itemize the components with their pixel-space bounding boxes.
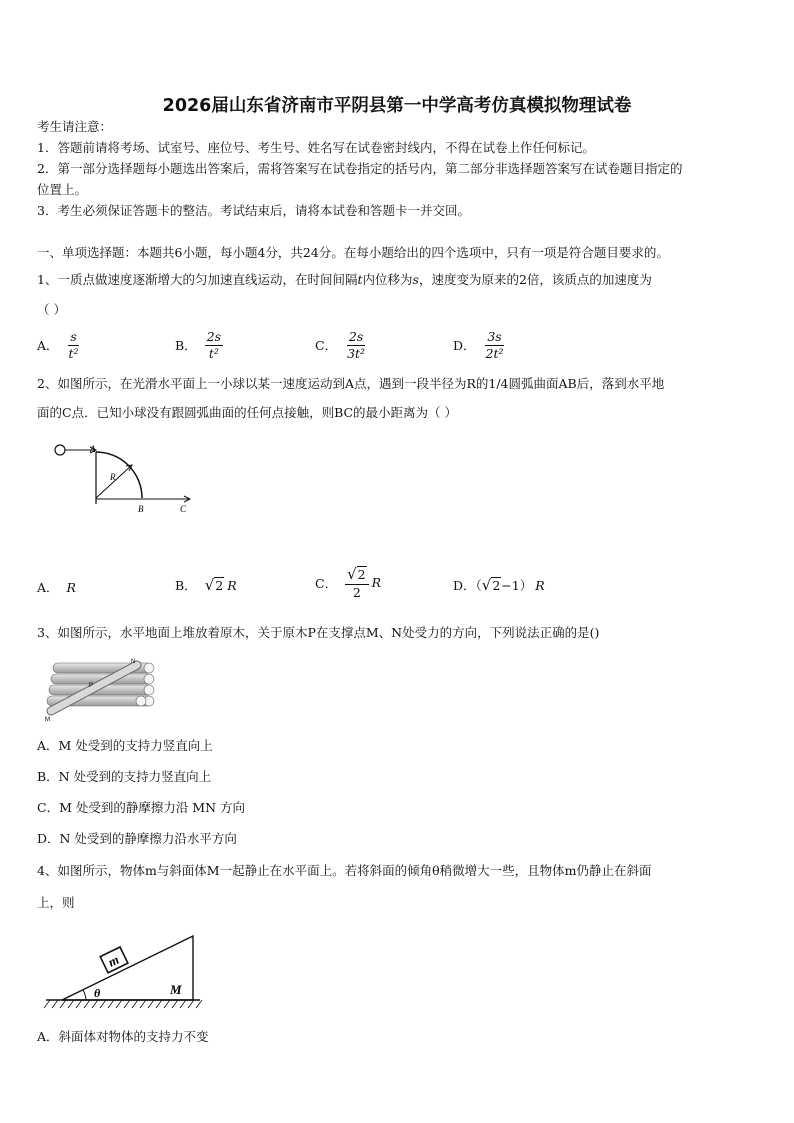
label-p: P xyxy=(89,683,94,689)
q3-option-c[interactable]: C．M 处受到的静摩擦力沿 MN 方向 xyxy=(37,800,246,815)
q4-option-a[interactable]: A．斜面体对物体的支持力不变 xyxy=(37,1029,209,1044)
q2-option-c[interactable] xyxy=(315,566,381,599)
option-value: R xyxy=(535,577,545,593)
question-4-text: 4、如图所示，物体m与斜面体M一起静止在水平面上。若将斜面的倾角θ稍微增大一些，且物体m仍静止在斜面 xyxy=(37,863,652,878)
option-label: D．（ xyxy=(453,578,482,593)
question-2-text: 面的C点．已知小球没有跟圆弧曲面的任何点接触，则BC的最小距离为（ ） xyxy=(37,405,458,420)
question-1-text xyxy=(37,274,652,287)
numerator: 3s xyxy=(487,329,502,344)
q1-var-t: t xyxy=(357,272,363,287)
q3-option-d[interactable]: D．N 处受到的静摩擦力沿水平方向 xyxy=(37,831,237,846)
option-value: R xyxy=(66,579,76,595)
option-label: A． xyxy=(37,580,59,595)
radicand: 2 xyxy=(215,578,224,593)
q2-option-a[interactable] xyxy=(37,578,76,596)
radicand: 2 xyxy=(357,567,366,582)
notice-item: 2．第一部分选择题每小题选出答案后，需将答案写在试卷指定的括号内，第二部分非选择题答案写在试卷题目指定的 xyxy=(37,161,683,176)
fraction xyxy=(345,330,367,361)
numerator: s xyxy=(70,329,77,344)
q1-option-d[interactable] xyxy=(453,330,506,361)
incline-figure xyxy=(40,930,210,1015)
ground-hatching xyxy=(44,1000,202,1008)
option-label: D． xyxy=(453,338,476,354)
label-c: C xyxy=(180,504,187,514)
label-n: N xyxy=(131,659,136,665)
label-b: B xyxy=(138,504,144,514)
block-m xyxy=(100,947,128,973)
label-r: R xyxy=(110,472,116,482)
q1-option-c[interactable] xyxy=(315,330,367,361)
notice-item: 3．考生必须保证答题卡的整洁。考试结束后，请将本试卷和答题卡一并交回。 xyxy=(37,203,470,218)
log-end xyxy=(144,674,154,684)
ball xyxy=(55,445,65,455)
option-value: R xyxy=(227,577,237,593)
denominator: 3t² xyxy=(347,345,366,361)
angle-arc xyxy=(83,990,86,1000)
label-m: M xyxy=(45,717,50,723)
notice-item: 1．答题前请将考场、试室号、座位号、考生号、姓名写在试卷密封线内，不得在试卷上作任何标记。 xyxy=(37,140,595,155)
log-end xyxy=(144,685,154,695)
numerator: 2s xyxy=(348,329,364,344)
fraction xyxy=(345,566,369,599)
q1-option-a[interactable] xyxy=(37,330,81,361)
label-big-m: M xyxy=(170,982,182,997)
option-label: C． xyxy=(315,575,338,591)
option-label: B． xyxy=(175,338,197,354)
question-3-text: 3、如图所示，水平地面上堆放着原木，关于原木P在支撑点M、N处受力的方向，下列说法正确的是() xyxy=(37,625,600,640)
question-1-paren: （ ） xyxy=(37,302,66,317)
option-label: C． xyxy=(315,338,338,354)
q2-option-d[interactable] xyxy=(453,576,545,594)
q1-option-b[interactable] xyxy=(175,330,223,361)
question-2-text: 2、如图所示，在光滑水平面上一小球以某一速度运动到A点，遇到一段半径为R的1/4圆弧曲面AB后，落到水平地 xyxy=(37,376,665,391)
option-text: −1） xyxy=(501,578,533,593)
sqrt: √2 xyxy=(204,576,224,594)
section-heading: 一、单项选择题：本题共6小题，每小题4分，共24分。在每小题给出的四个选项中，只有一项是符合题目要求的。 xyxy=(37,245,669,260)
label-m-small: m xyxy=(105,951,122,970)
q1-text-part: ，速度变为原来的2倍，该质点的加速度为 xyxy=(418,272,652,287)
denominator: 2t² xyxy=(485,345,504,361)
label-theta: θ xyxy=(94,986,101,1000)
page-title: 2026届山东省济南市平阴县第一中学高考仿真模拟物理试卷 xyxy=(162,96,632,116)
option-label: B． xyxy=(175,578,197,593)
label-a: A xyxy=(90,444,96,454)
denominator: 2 xyxy=(352,584,361,600)
q2-option-b[interactable] xyxy=(175,576,237,594)
radicand: 2 xyxy=(492,578,501,593)
q1-var-s: s xyxy=(412,272,419,287)
question-4-text: 上，则 xyxy=(37,895,75,910)
numerator: 2s xyxy=(206,329,222,344)
numerator: √2 xyxy=(345,566,369,585)
fraction xyxy=(484,330,506,361)
q3-option-b[interactable]: B．N 处受到的支持力竖直向上 xyxy=(37,769,212,784)
option-value: R xyxy=(371,575,382,591)
notice-heading: 考生请注意： xyxy=(37,119,113,134)
denominator: t² xyxy=(208,345,219,361)
q1-text-part: 1、一质点做速度逐渐增大的匀加速直线运动，在时间间隔 xyxy=(37,272,358,287)
log-end xyxy=(136,696,146,706)
fraction xyxy=(67,330,81,361)
fraction xyxy=(205,330,223,361)
arc-figure xyxy=(50,440,200,520)
notice-item: 位置上。 xyxy=(37,182,88,197)
log-end xyxy=(144,663,154,673)
q3-option-a[interactable]: A．M 处受到的支持力竖直向上 xyxy=(37,738,213,753)
option-label: A． xyxy=(37,338,59,354)
sqrt: √2 xyxy=(481,576,501,594)
denominator: t² xyxy=(68,345,79,361)
logs-figure xyxy=(45,655,165,723)
q1-text-part: 内位移为 xyxy=(362,272,413,287)
